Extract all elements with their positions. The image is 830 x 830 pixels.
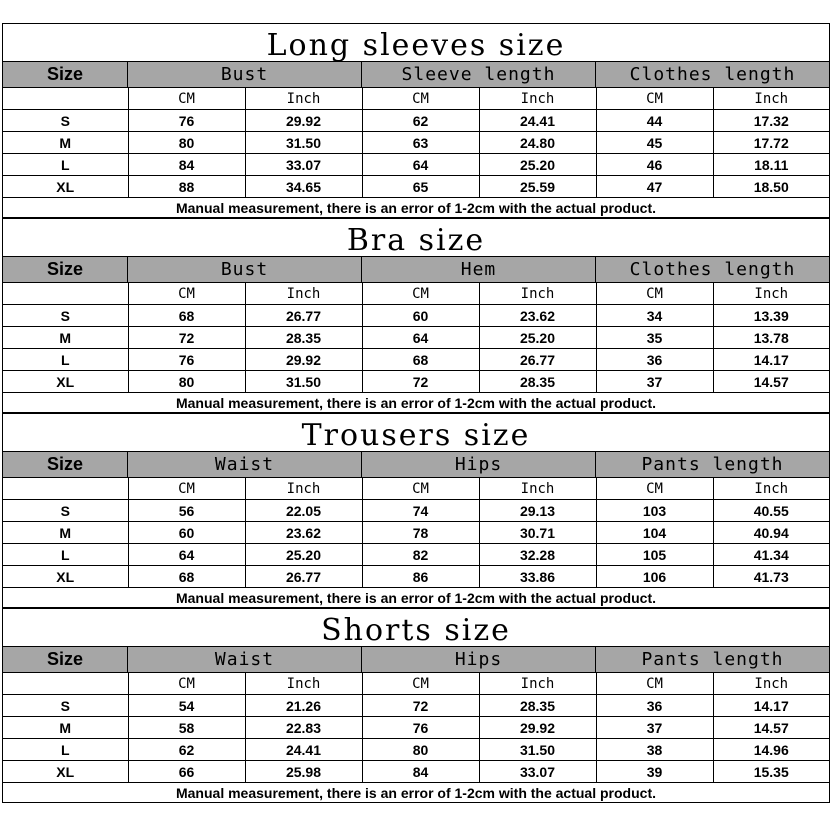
measurement-value: 21.26	[245, 695, 362, 717]
measurement-value: 64	[128, 544, 245, 566]
measurement-value: 29.92	[479, 717, 596, 739]
measurement-value: 14.57	[713, 717, 829, 739]
size-label: S	[3, 305, 128, 327]
table-row	[3, 739, 829, 761]
measurement-value: 17.72	[713, 132, 829, 154]
measurement-value: 72	[362, 695, 479, 717]
measurement-grid	[3, 478, 829, 588]
unit-label: CM	[362, 88, 479, 110]
size-label: S	[3, 500, 128, 522]
measurement-value: 103	[596, 500, 713, 522]
measurement-value: 15.35	[713, 761, 829, 783]
unit-label: Inch	[479, 88, 596, 110]
measurement-value: 56	[128, 500, 245, 522]
measurement-value: 33.86	[479, 566, 596, 588]
measurement-value: 104	[596, 522, 713, 544]
measurement-value: 25.20	[479, 327, 596, 349]
measurement-value: 88	[128, 176, 245, 198]
unit-label: Inch	[479, 478, 596, 500]
measurement-value: 76	[128, 349, 245, 371]
measurement-value: 14.96	[713, 739, 829, 761]
measurement-value: 46	[596, 154, 713, 176]
measurement-value: 29.92	[245, 110, 362, 132]
unit-label: Inch	[713, 478, 829, 500]
size-label: L	[3, 544, 128, 566]
measurement-value: 80	[128, 371, 245, 393]
unit-row	[3, 478, 829, 500]
table-header	[3, 61, 829, 88]
measurement-value: 74	[362, 500, 479, 522]
table-row	[3, 110, 829, 132]
measurement-group-header: Pants length	[641, 649, 784, 670]
measurement-value: 72	[128, 327, 245, 349]
measurement-value: 24.41	[245, 739, 362, 761]
table-row	[3, 154, 829, 176]
size-table-2	[3, 218, 829, 413]
table-header	[3, 451, 829, 478]
measurement-value: 62	[362, 110, 479, 132]
size-label: XL	[3, 566, 128, 588]
measurement-value: 29.92	[245, 349, 362, 371]
measurement-group-header: Clothes length	[629, 64, 796, 85]
measurement-value: 28.35	[479, 371, 596, 393]
measurement-group-header: Pants length	[641, 454, 784, 475]
measurement-value: 36	[596, 695, 713, 717]
measurement-value: 37	[596, 371, 713, 393]
measurement-value: 28.35	[479, 695, 596, 717]
measurement-value: 24.41	[479, 110, 596, 132]
table-title: Long sleeves size	[3, 23, 829, 61]
measurement-value: 14.57	[713, 371, 829, 393]
measurement-value: 35	[596, 327, 713, 349]
measurement-value: 39	[596, 761, 713, 783]
measurement-group-header: Hips	[362, 452, 596, 477]
unit-label: CM	[596, 283, 713, 305]
size-table-4	[3, 608, 829, 803]
unit-label: Inch	[245, 673, 362, 695]
measurement-value: 78	[362, 522, 479, 544]
measurement-value: 26.77	[245, 305, 362, 327]
table-title: Trousers size	[3, 413, 829, 451]
measurement-value: 40.94	[713, 522, 829, 544]
measurement-value: 41.34	[713, 544, 829, 566]
measurement-value: 38	[596, 739, 713, 761]
unit-label: CM	[128, 478, 245, 500]
measurement-value: 105	[596, 544, 713, 566]
measurement-value: 26.77	[245, 566, 362, 588]
size-label: L	[3, 154, 128, 176]
measurement-value: 41.73	[713, 566, 829, 588]
measurement-value: 29.13	[479, 500, 596, 522]
size-label: XL	[3, 371, 128, 393]
measurement-value: 13.39	[713, 305, 829, 327]
measurement-value: 45	[596, 132, 713, 154]
measurement-value: 23.62	[479, 305, 596, 327]
measurement-value: 30.71	[479, 522, 596, 544]
size-column-header: Size	[3, 62, 128, 87]
size-label: L	[3, 349, 128, 371]
table-row	[3, 717, 829, 739]
size-label: XL	[3, 176, 128, 198]
table-row	[3, 327, 829, 349]
measurement-value: 25.59	[479, 176, 596, 198]
measurement-value: 68	[362, 349, 479, 371]
measurement-value: 84	[362, 761, 479, 783]
measurement-grid	[3, 283, 829, 393]
unit-label: Inch	[479, 673, 596, 695]
table-row	[3, 500, 829, 522]
measurement-grid	[3, 673, 829, 783]
measurement-value: 68	[128, 305, 245, 327]
table-row	[3, 305, 829, 327]
measurement-value: 72	[362, 371, 479, 393]
measurement-value: 34.65	[245, 176, 362, 198]
measurement-value: 22.05	[245, 500, 362, 522]
table-row	[3, 522, 829, 544]
measurement-value: 36	[596, 349, 713, 371]
measurement-value: 60	[128, 522, 245, 544]
measurement-note: Manual measurement, there is an error of 1-2cm with the actual product.	[3, 198, 829, 218]
measurement-value: 58	[128, 717, 245, 739]
table-header	[3, 256, 829, 283]
measurement-value: 24.80	[479, 132, 596, 154]
unit-label: Inch	[713, 88, 829, 110]
measurement-value: 68	[128, 566, 245, 588]
blank-cell	[3, 88, 128, 110]
measurement-group-header: Bust	[128, 62, 362, 87]
size-label: S	[3, 695, 128, 717]
measurement-note: Manual measurement, there is an error of 1-2cm with the actual product.	[3, 783, 829, 803]
table-title: Shorts size	[3, 608, 829, 646]
size-table-3	[3, 413, 829, 608]
table-row	[3, 349, 829, 371]
measurement-value: 22.83	[245, 717, 362, 739]
measurement-value: 32.28	[479, 544, 596, 566]
measurement-value: 23.62	[245, 522, 362, 544]
size-label: M	[3, 717, 128, 739]
measurement-value: 66	[128, 761, 245, 783]
measurement-value: 76	[128, 110, 245, 132]
measurement-value: 25.98	[245, 761, 362, 783]
measurement-value: 60	[362, 305, 479, 327]
measurement-value: 80	[362, 739, 479, 761]
size-label: L	[3, 739, 128, 761]
unit-label: CM	[596, 478, 713, 500]
measurement-grid	[3, 88, 829, 198]
unit-label: Inch	[245, 88, 362, 110]
measurement-value: 33.07	[479, 761, 596, 783]
table-row	[3, 544, 829, 566]
measurement-group-header: Waist	[128, 647, 362, 672]
measurement-value: 33.07	[245, 154, 362, 176]
measurement-value: 31.50	[245, 132, 362, 154]
table-row	[3, 566, 829, 588]
size-table-1	[3, 23, 829, 218]
measurement-value: 86	[362, 566, 479, 588]
size-label: S	[3, 110, 128, 132]
measurement-group-header: Hem	[362, 257, 596, 282]
measurement-value: 82	[362, 544, 479, 566]
measurement-value: 26.77	[479, 349, 596, 371]
unit-label: Inch	[713, 283, 829, 305]
measurement-value: 25.20	[245, 544, 362, 566]
size-chart	[2, 23, 830, 803]
measurement-value: 28.35	[245, 327, 362, 349]
unit-label: CM	[128, 673, 245, 695]
unit-label: CM	[362, 478, 479, 500]
measurement-value: 44	[596, 110, 713, 132]
measurement-value: 37	[596, 717, 713, 739]
size-column-header: Size	[3, 647, 128, 672]
measurement-value: 13.78	[713, 327, 829, 349]
measurement-value: 47	[596, 176, 713, 198]
measurement-value: 40.55	[713, 500, 829, 522]
measurement-value: 54	[128, 695, 245, 717]
unit-row	[3, 673, 829, 695]
blank-cell	[3, 283, 128, 305]
unit-label: CM	[596, 673, 713, 695]
measurement-value: 84	[128, 154, 245, 176]
unit-label: CM	[362, 283, 479, 305]
measurement-value: 64	[362, 327, 479, 349]
measurement-value: 106	[596, 566, 713, 588]
size-column-header: Size	[3, 452, 128, 477]
measurement-group-header: Sleeve length	[362, 62, 596, 87]
measurement-group-header: Bust	[128, 257, 362, 282]
unit-label: CM	[362, 673, 479, 695]
size-label: XL	[3, 761, 128, 783]
unit-row	[3, 88, 829, 110]
measurement-value: 18.50	[713, 176, 829, 198]
measurement-value: 14.17	[713, 695, 829, 717]
measurement-value: 62	[128, 739, 245, 761]
size-column-header: Size	[3, 257, 128, 282]
table-row	[3, 176, 829, 198]
blank-cell	[3, 673, 128, 695]
unit-label: Inch	[479, 283, 596, 305]
unit-label: CM	[596, 88, 713, 110]
size-label: M	[3, 327, 128, 349]
blank-cell	[3, 478, 128, 500]
measurement-value: 14.17	[713, 349, 829, 371]
measurement-note: Manual measurement, there is an error of 1-2cm with the actual product.	[3, 588, 829, 608]
table-title: Bra size	[3, 218, 829, 256]
measurement-group-header: Hips	[362, 647, 596, 672]
measurement-value: 80	[128, 132, 245, 154]
table-row	[3, 761, 829, 783]
unit-label: Inch	[245, 283, 362, 305]
measurement-note: Manual measurement, there is an error of 1-2cm with the actual product.	[3, 393, 829, 413]
measurement-group-header: Clothes length	[629, 259, 796, 280]
unit-label: CM	[128, 283, 245, 305]
measurement-value: 31.50	[479, 739, 596, 761]
table-header	[3, 646, 829, 673]
measurement-value: 76	[362, 717, 479, 739]
unit-label: Inch	[713, 673, 829, 695]
table-row	[3, 371, 829, 393]
measurement-group-header: Waist	[128, 452, 362, 477]
table-row	[3, 132, 829, 154]
measurement-value: 65	[362, 176, 479, 198]
unit-label: CM	[128, 88, 245, 110]
size-label: M	[3, 132, 128, 154]
measurement-value: 31.50	[245, 371, 362, 393]
measurement-value: 17.32	[713, 110, 829, 132]
measurement-value: 18.11	[713, 154, 829, 176]
measurement-value: 64	[362, 154, 479, 176]
unit-label: Inch	[245, 478, 362, 500]
measurement-value: 63	[362, 132, 479, 154]
measurement-value: 34	[596, 305, 713, 327]
measurement-value: 25.20	[479, 154, 596, 176]
table-row	[3, 695, 829, 717]
size-label: M	[3, 522, 128, 544]
unit-row	[3, 283, 829, 305]
